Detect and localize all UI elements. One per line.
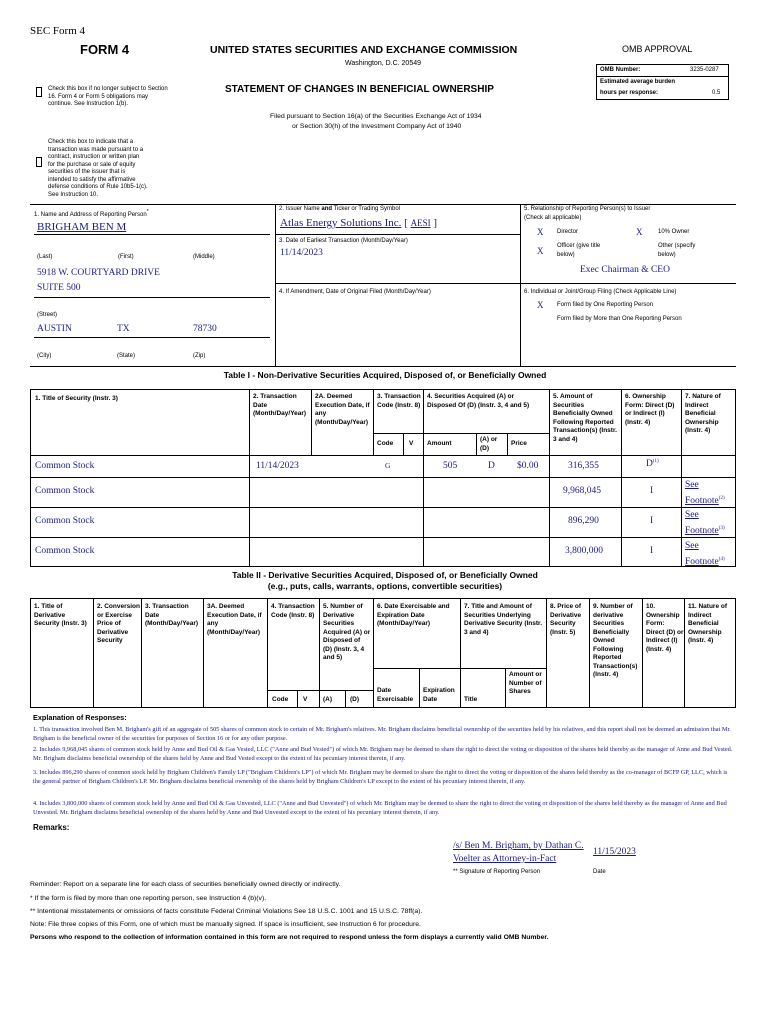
t2-h-code-sub: Code xyxy=(272,696,289,703)
no-longer-subject-checkbox[interactable] xyxy=(36,87,42,97)
t1-row1-amount: 505 xyxy=(443,461,458,471)
t1-h-owned: 5. Amount of Securities Beneficially Owned Following Reported Transaction(s) (Instr. 3 and 4) xyxy=(553,393,617,443)
other-label-1: Other (specify xyxy=(658,243,696,249)
footnote-4: 4. Includes 3,800,000 shares of common stock held by Anne and Bud Oil & Gas Unvested, LLC ("Anne and Bud Unvested") of which Mr. Brigham may be deemed to share the right to direct the voting or disposition of the shares held thereby as the manager of Anne and Bud Unvested. Mr. Brigham disclaims beneficial ownership of the shares held by Anne and Bud Unvested except to the extent of his pecuniary interest therein, if any. xyxy=(33,800,727,816)
t1-h-aord: (A) or (D) xyxy=(480,436,498,452)
ten-pct-owner-check[interactable]: X xyxy=(636,227,643,237)
state-label: (State) xyxy=(117,353,136,359)
t1-row3-title: Common Stock xyxy=(35,516,95,526)
footer-omb-note: Persons who respond to the collection of information contained in this form are not required to respond unless the form displays a currently valid OMB Number. xyxy=(30,934,549,941)
table1-title: Table I - Non-Derivative Securities Acquired, Disposed of, or Beneficially Owned xyxy=(223,370,547,380)
issuer-label: 2. Issuer Name and Ticker or Trading Symbol xyxy=(279,206,401,212)
omb-burden-label: Estimated average burden xyxy=(600,79,676,85)
footer-star: * If the form is filed by more than one reporting person, see Instruction 4 (b)(v). xyxy=(30,895,267,902)
t1-h-title: 1. Title of Security (Instr. 3) xyxy=(35,395,118,402)
director-check[interactable]: X xyxy=(537,227,544,237)
t2-h-date-ex: Date Exercisable xyxy=(377,687,414,703)
relationship-label: 5. Relationship of Reporting Person(s) to Issuer xyxy=(524,206,651,212)
form-title: FORM 4 xyxy=(80,42,130,57)
date-label: Date xyxy=(593,869,606,875)
director-label: Director xyxy=(557,229,579,235)
t2-h-exercisable: 6. Date Exercisable and Expiration Date (Month/Day/Year) xyxy=(377,603,450,627)
t2-h-d: (D) xyxy=(350,696,360,703)
street-line-1: 5918 W. COURTYARD DRIVE xyxy=(37,268,160,278)
signature-line-2: Voelter as Attorney-in-Fact xyxy=(453,854,557,864)
filed-pursuant-1: Filed pursuant to Section 16(a) of the Securities Exchange Act of 1934 xyxy=(270,113,482,120)
footer-note: Note: File three copies of this Form, one of which must be manually signed. If space is insufficient, see Instruction 6 for procedure. xyxy=(30,921,421,928)
t1-row1-form: $D^{(1)}$ xyxy=(646,459,659,470)
zip-label: (Zip) xyxy=(193,353,206,359)
more-persons-label: Form filed by More than One Reporting Person xyxy=(557,316,682,322)
issuer-name: Atlas Energy Solutions Inc. [ AESI ] xyxy=(280,217,437,229)
t1-h-code: 3. Transaction Code (Instr. 8) xyxy=(377,393,421,409)
earliest-transaction-label: 3. Date of Earliest Transaction (Month/Day/Year) xyxy=(279,238,408,244)
omb-hours-label: hours per response: xyxy=(600,90,659,96)
street-line-2: SUITE 500 xyxy=(37,283,81,293)
rule-10b5-1-text: Check this box to indicate that a transaction was made pursuant to a contract, instruction or written plan for the purchase or sale of equity securities of the issuer that is intended to satisfy the affirmative defense conditions of Rule 10b5-1(c). See Instruction 10. xyxy=(48,139,148,198)
t1-h-v: V xyxy=(409,440,414,447)
middle-label: (Middle) xyxy=(193,254,215,260)
last-label: (Last) xyxy=(37,254,53,260)
remarks-label: Remarks: xyxy=(33,823,70,832)
t2-h-title: 1. Title of Derivative Security (Instr. 3) xyxy=(34,603,87,627)
amendment-label: 4. If Amendment, Date of Original Filed (Month/Day/Year) xyxy=(279,289,431,295)
agency-name: UNITED STATES SECURITIES AND EXCHANGE COMMISSION xyxy=(210,44,518,56)
one-person-label: Form filed by One Reporting Person xyxy=(557,302,654,308)
t1-row1-date: 11/14/2023 xyxy=(256,461,299,471)
t2-h-form: 10. Ownership Form: Direct (D) or Indirect (I) (Instr. 4) xyxy=(646,603,684,653)
t2-h-a: (A) xyxy=(323,696,333,703)
t1-h-amount: Amount xyxy=(427,440,452,447)
t2-h-code: 4. Transaction Code (Instr. 8) xyxy=(271,603,315,619)
omb-hours-value: 0.5 xyxy=(712,90,721,96)
other-label-2: below) xyxy=(658,252,676,258)
reporting-person-name: BRIGHAM BEN M xyxy=(37,221,127,233)
footnote-1: 1. This transaction involved Ben M. Brigham's gift of an aggregate of 505 shares of common stock to certain of Mr. Brigham's relatives. Mr. Brigham disclaims beneficial ownership of the securities held by his relatives, and this report shall not be deemed an admission that Mr. Brigham is the beneficial owner of the securities for purposes of Section 16 or for any other purpose. xyxy=(33,726,731,742)
earliest-transaction-date: 11/14/2023 xyxy=(280,248,323,258)
t1-h-nature: 7. Nature of Indirect Beneficial Ownership (Instr. 4) xyxy=(685,393,721,434)
state-value: TX xyxy=(117,324,130,334)
t1-row1-owned: 316,355 xyxy=(568,461,599,471)
reporting-person-label: 1. Name and Address of Reporting Person* xyxy=(34,209,149,218)
t2-h-conversion: 2. Conversion or Exercise Price of Derivative Security xyxy=(97,603,140,644)
footer-reminder: Reminder: Report on a separate line for each class of securities beneficially owned directly or indirectly. xyxy=(30,881,341,888)
filed-pursuant-2: or Section 30(h) of the Investment Company Act of 1940 xyxy=(292,123,462,130)
footnote-3: 3. Includes 896,290 shares of common stock held by Brigham Children's Family LP ("Brigham Children's LP") of which Mr. Brigham may be deemed to share the right to direct the voting or disposition of the shares held thereby as the co-manager of BCFP GP, LLC, which is the general partner of Brigham Children's LP. Mr. Brigham disclaims beneficial ownership of the shares held by Brigham Children's LP except to the extent of his pecuniary interest therein, if any. xyxy=(33,769,728,785)
t2-h-amount: Amount or Number of Shares xyxy=(509,671,542,695)
t1-row4-owned: 3,800,000 xyxy=(565,546,603,556)
t1-h-code-sub: Code xyxy=(377,440,394,447)
t1-row1-title: Common Stock xyxy=(35,461,95,471)
t2-h-price: 8. Price of Derivative Security (Instr. 5) xyxy=(550,603,582,636)
relationship-sublabel: (Check all applicable) xyxy=(524,215,582,221)
explanation-label: Explanation of Responses: xyxy=(33,713,127,722)
rule-10b5-1-checkbox[interactable] xyxy=(36,157,42,167)
city-label: (City) xyxy=(37,353,52,359)
t1-h-date: 2. Transaction Date (Month/Day/Year) xyxy=(253,393,307,417)
agency-city: Washington, D.C. 20549 xyxy=(345,60,422,67)
t1-row3-owned: 896,290 xyxy=(568,516,599,526)
issuer-link[interactable]: Atlas Energy Solutions Inc. xyxy=(280,217,402,229)
t1-row2-owned: 9,968,045 xyxy=(563,486,601,496)
first-label: (First) xyxy=(118,254,134,260)
officer-label-1: Officer (give title xyxy=(557,243,601,249)
t1-row4-form: I xyxy=(650,546,654,556)
t1-h-securities: 4. Securities Acquired (A) or Disposed Of (D) (Instr. 3, 4 and 5) xyxy=(427,393,530,409)
t2-h-title-sub: Title xyxy=(464,696,478,703)
t1-row4-title: Common Stock xyxy=(35,546,95,556)
t1-row4-nature: See Footnote$^{(4)}$ xyxy=(685,541,725,568)
officer-title: Exec Chairman & CEO xyxy=(580,265,670,275)
no-longer-subject-text: Check this box if no longer subject to Section 16. Form 4 or Form 5 obligations may continue. See Instruction 1(b). xyxy=(48,86,168,107)
t2-h-exp: Expiration Date xyxy=(423,687,455,703)
ticker-symbol[interactable]: AESI xyxy=(410,218,431,228)
t1-h-deemed: 2A. Deemed Execution Date, if any (Month/Day/Year) xyxy=(315,393,370,426)
t2-h-nature: 11. Nature of Indirect Beneficial Ownership (Instr. 4) xyxy=(688,603,728,644)
t1-row2-nature: See Footnote$^{(2)}$ xyxy=(685,480,725,507)
signature-label: ** Signature of Reporting Person xyxy=(453,869,541,875)
t1-h-price: Price xyxy=(511,440,527,447)
footnote-2: 2. Includes 9,968,045 shares of common stock held by Anne and Bud Oil & Gas Vested, LLC ("Anne and Bud Vested") of which Mr. Brigham may be deemed to share the right to direct the voting or disposition of the shares held thereby as the manager of Anne and Bud Vested. Mr. Brigham disclaims beneficial ownership of the shares held by Anne and Bud Vested except to the extent of his pecuniary interest therein, if any. xyxy=(33,746,733,762)
t2-h-number: 5. Number of Derivative Securities Acquired (A) or Disposed of (D) (Instr. 3, 4 and 5) xyxy=(323,603,371,661)
omb-title: OMB APPROVAL xyxy=(622,44,693,54)
doc-header: SEC Form 4 xyxy=(30,25,86,37)
t1-row3-nature: See Footnote$^{(3)}$ xyxy=(685,510,725,537)
t1-row2-title: Common Stock xyxy=(35,486,95,496)
t2-h-owned: 9. Number of derivative Securities Beneficially Owned Following Reported Transaction(s) (Instr. 4) xyxy=(593,603,638,678)
t1-row1-aord: D xyxy=(488,461,495,471)
omb-number-label: OMB Number: xyxy=(600,67,641,73)
individual-filing-label: 6. Individual or Joint/Group Filing (Check Applicable Line) xyxy=(524,289,677,295)
table2-title-2: (e.g., puts, calls, warrants, options, convertible securities) xyxy=(267,581,503,591)
t1-row3-form: I xyxy=(650,516,654,526)
signature-date: 11/15/2023 xyxy=(593,847,636,857)
one-person-check[interactable]: X xyxy=(537,300,544,310)
officer-check[interactable]: X xyxy=(537,246,544,256)
t1-row1-code: G xyxy=(385,461,391,470)
t2-h-underlying: 7. Title and Amount of Securities Underlying Derivative Security (Instr. 3 and 4) xyxy=(464,603,543,636)
signature-line-1: /s/ Ben M. Brigham, by Dathan C. xyxy=(453,841,584,851)
zip-value: 78730 xyxy=(193,324,217,334)
t1-row2-form: I xyxy=(650,486,654,496)
city-value: AUSTIN xyxy=(37,324,72,334)
t1-row1-price: $0.00 xyxy=(517,461,539,471)
t2-h-date: 3. Transaction Date (Month/Day/Year) xyxy=(145,603,199,627)
t1-h-form: 6. Ownership Form: Direct (D) or Indirect (I) (Instr. 4) xyxy=(625,393,675,426)
statement-title: STATEMENT OF CHANGES IN BENEFICIAL OWNERSHIP xyxy=(225,84,494,95)
t2-h-deemed: 3A. Deemed Execution Date, if any (Month/Day/Year) xyxy=(207,603,262,636)
officer-label-2: below) xyxy=(557,252,575,258)
t2-h-v: V xyxy=(303,696,308,703)
ten-pct-owner-label: 10% Owner xyxy=(658,229,690,235)
table2-title-1: Table II - Derivative Securities Acquired, Disposed of, or Beneficially Owned xyxy=(232,570,538,580)
footer-double-star: ** Intentional misstatements or omissions of facts constitute Federal Criminal Violations See 18 U.S.C. 1001 and 15 U.S.C. 78ff(a). xyxy=(30,908,423,915)
omb-number-value: 3235-0287 xyxy=(690,67,719,73)
street-label: (Street) xyxy=(37,312,58,318)
